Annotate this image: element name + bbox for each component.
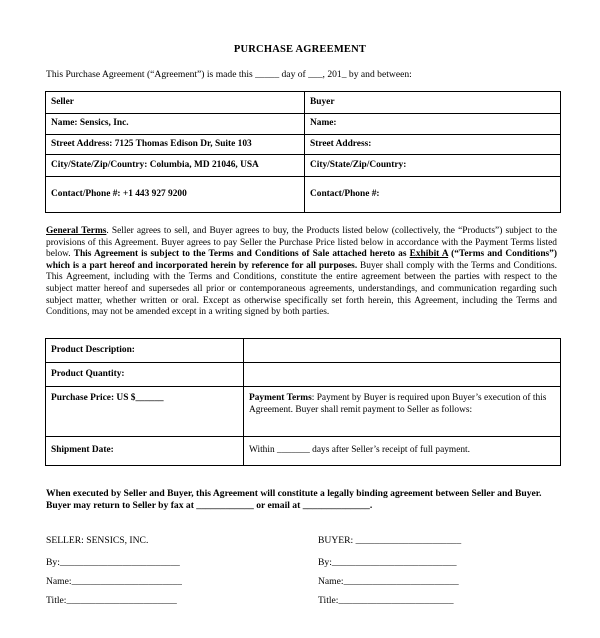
seller-name: Name: Sensics, Inc. <box>46 114 305 135</box>
buyer-address: Street Address: <box>305 135 561 155</box>
buyer-contact: Contact/Phone #: <box>305 177 561 213</box>
purchase-price-label: Purchase Price: US $______ <box>46 387 244 437</box>
payment-terms-cell <box>244 387 561 437</box>
shipment-text: Within _______ days after Seller’s receipt of full payment. <box>244 437 561 466</box>
parties-table <box>45 91 561 213</box>
shipment-date-label: Shipment Date: <box>46 437 244 466</box>
product-description-value <box>244 339 561 363</box>
product-description-label: Product Description: <box>46 339 244 363</box>
terms-bold-1: This Agreement is subject to the Terms and Conditions of Sale attached hereto as <box>73 249 410 260</box>
payment-terms-text: : Payment by Buyer is required upon Buyer’s execution of this Agreement. Buyer shall remit payment to Seller as follows: <box>249 393 547 415</box>
buyer-by-line: By:__________________________ <box>318 557 457 568</box>
product-quantity-label: Product Quantity: <box>46 363 244 387</box>
seller-header: Seller <box>46 92 305 114</box>
seller-name-line: Name:_______________________ <box>46 576 182 587</box>
payment-terms-label: Payment Terms <box>249 393 312 403</box>
intro-paragraph: This Purchase Agreement (“Agreement”) is made this _____ day of ___, 201_ by and between: <box>46 69 412 80</box>
exhibit-reference: Exhibit A <box>409 249 449 260</box>
seller-title-line: Title:_______________________ <box>46 595 177 606</box>
document-title: PURCHASE AGREEMENT <box>233 44 367 55</box>
seller-city: City/State/Zip/Country: Columbia, MD 21046, USA <box>46 155 305 177</box>
buyer-city: City/State/Zip/Country: <box>305 155 561 177</box>
seller-address: Street Address: 7125 Thomas Edison Dr, Suite 103 <box>46 135 305 155</box>
general-terms-paragraph <box>46 226 557 319</box>
binding-clause: When executed by Seller and Buyer, this Agreement will constitute a legally binding agreement between Seller and Buyer. Buyer may return to Seller by fax at ____________ or email at ______________. <box>46 488 542 511</box>
seller-by-line: By:_________________________ <box>46 557 180 568</box>
general-terms-heading: General Terms <box>46 226 107 236</box>
buyer-title-line: Title:________________________ <box>318 595 454 606</box>
product-quantity-value <box>244 363 561 387</box>
terms-text-1: . Seller agrees to sell, and Buyer agrees to buy, the Products listed below (collectively, the “Products”) subject to the provisions of this Agreement. Buyer agrees to pay Seller the Purchase Price listed below in accordance with the Payment Terms listed below. <box>46 226 557 260</box>
seller-contact: Contact/Phone #: +1 443 927 9200 <box>46 177 305 213</box>
buyer-name: Name: <box>305 114 561 135</box>
buyer-signature-label: BUYER: ______________________ <box>318 535 462 546</box>
seller-signature-label: SELLER: SENSICS, INC. <box>46 535 149 546</box>
buyer-name-line: Name:________________________ <box>318 576 459 587</box>
buyer-header: Buyer <box>305 92 561 114</box>
product-details-table <box>45 338 561 466</box>
terms-text-2: Buyer shall comply with the Terms and Conditions. This Agreement, including with the Terms and Conditions, constitute the entire agreement between the parties with respect to the subject matter hereof and supersedes all prior or contemporaneous agreements, understandings, and communication regarding such subject matter, whether written or oral. Except as otherwise specifically set forth herein, this Agreement, including the Terms and Conditions, may not be amended except in a writing signed by both parties. <box>46 260 557 318</box>
terms-bold-2: (“Terms and Conditions”) which is a part hereof and incorporated herein by reference for all purposes. <box>46 249 557 271</box>
